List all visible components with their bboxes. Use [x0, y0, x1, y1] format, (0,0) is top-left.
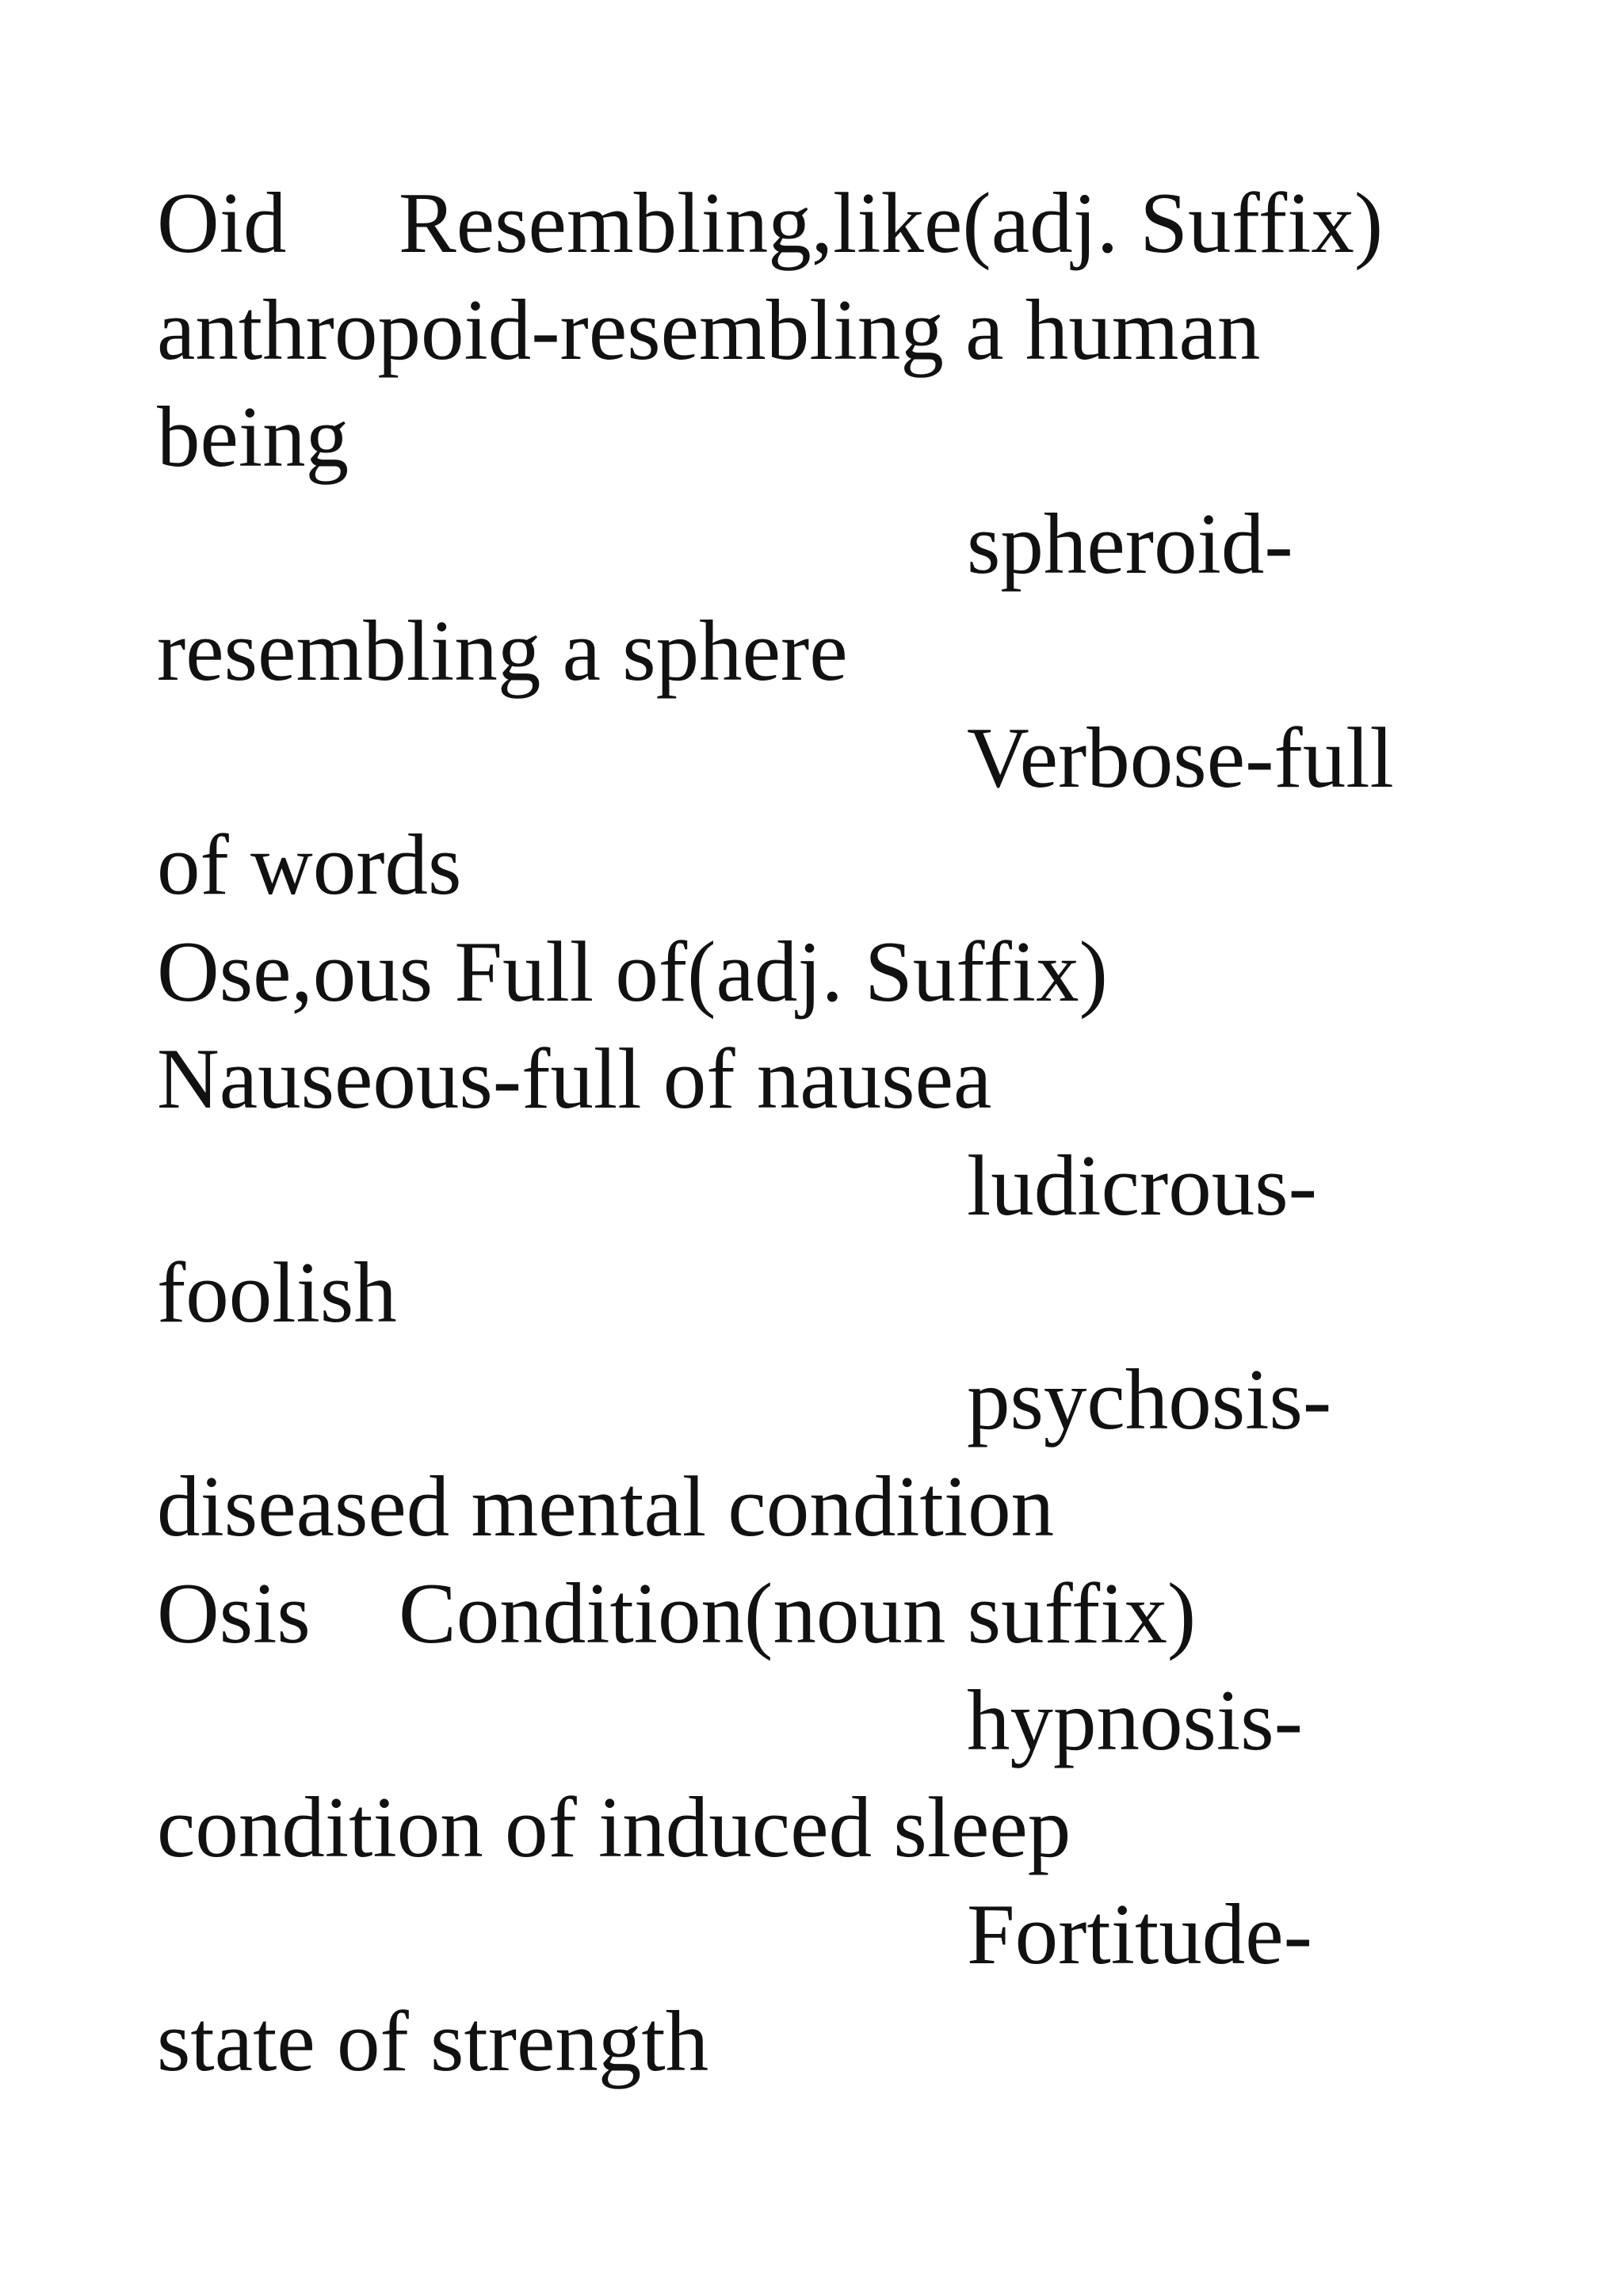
- document-line: [157, 1453, 1465, 1560]
- document-line: [157, 811, 1465, 918]
- document-line: [157, 1667, 1465, 1774]
- document-line: [157, 597, 1465, 704]
- document-line: [157, 1025, 1465, 1132]
- document-line: [157, 1881, 1465, 1988]
- line-text: Fortitude-: [967, 1886, 1312, 1982]
- suffix-term: Osis: [157, 1566, 311, 1661]
- document-line: [157, 383, 1465, 490]
- line-text: hypnosis-: [967, 1672, 1303, 1768]
- document-line: [157, 1988, 1465, 2095]
- line-text: Verbose-full: [967, 710, 1394, 806]
- document-line: [157, 1239, 1465, 1346]
- document-line: [157, 1346, 1465, 1453]
- document-line: [157, 490, 1465, 597]
- line-text: state of strength: [157, 1993, 709, 2089]
- line-text: of words: [157, 817, 462, 913]
- entry-osis-heading: [157, 1560, 1465, 1667]
- line-text: spheroid-: [967, 496, 1293, 592]
- line-text: Nauseous-full of nausea: [157, 1031, 992, 1127]
- line-text: anthropoid-resembling a human: [157, 282, 1261, 378]
- entry-ose-heading: [157, 918, 1465, 1025]
- document-line: [157, 1132, 1465, 1239]
- suffix-term: Oid: [157, 175, 287, 271]
- line-text: ludicrous-: [967, 1138, 1317, 1234]
- document-content: [157, 170, 1465, 2095]
- line-text: diseased mental condition: [157, 1459, 1055, 1554]
- line-text: resembling a sphere: [157, 603, 848, 699]
- line-text: condition of induced sleep: [157, 1779, 1071, 1875]
- line-text: being: [157, 389, 349, 485]
- suffix-definition: Condition(noun suffix): [399, 1566, 1197, 1661]
- document-line: [157, 1774, 1465, 1881]
- document-line: [157, 277, 1465, 383]
- document-line: [157, 704, 1465, 811]
- suffix-definition: Resembling,like(adj. Suffix): [399, 175, 1384, 271]
- entry-oid-heading: [157, 170, 1465, 277]
- line-text: psychosis-: [967, 1352, 1332, 1447]
- line-text: foolish: [157, 1245, 397, 1341]
- line-text: Ose,ous Full of(adj. Suffix): [157, 924, 1108, 1020]
